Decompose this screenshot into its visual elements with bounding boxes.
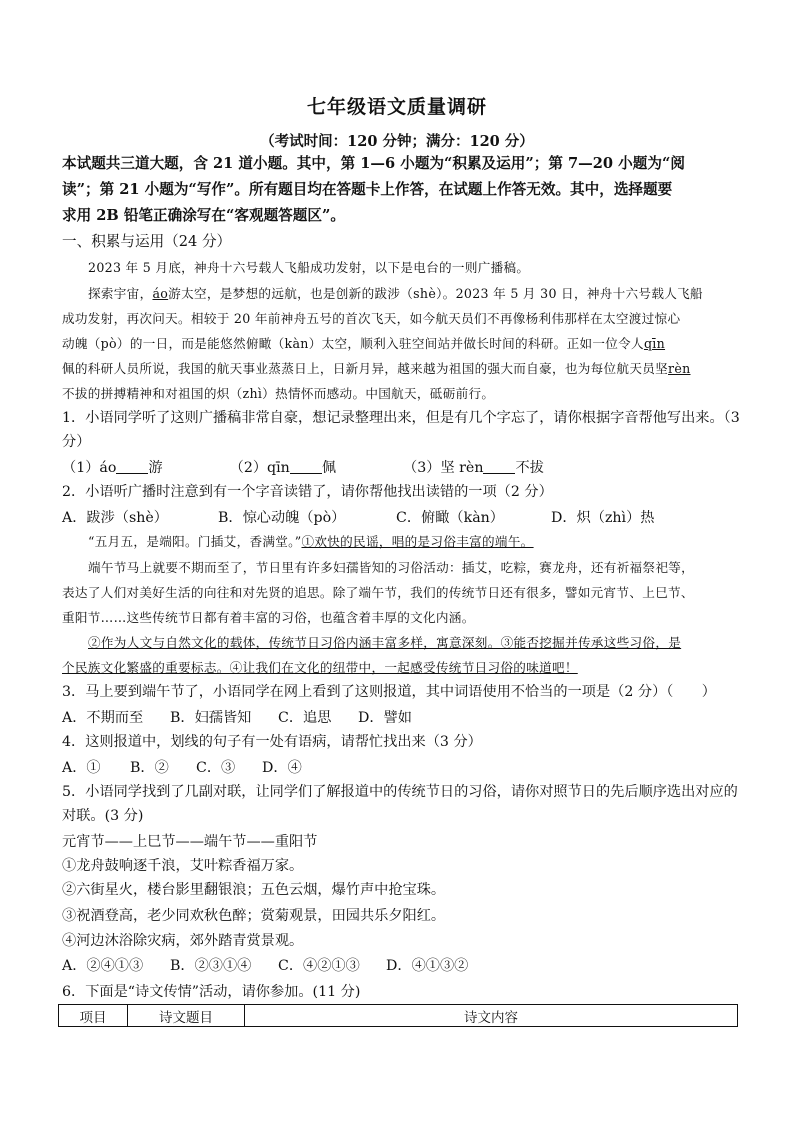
question-5-option-c[interactable]: C．④②①③	[278, 958, 360, 974]
underlined-sentence-4: 个民族文化繁盛的重要标志。④让我们在文化的纽带中，一起感受传统节日习俗的味道吧！	[62, 660, 578, 675]
question-3-option-a[interactable]: A．不期而至	[62, 710, 144, 726]
passage-2-line-3: 表达了人们对美好生活的向往和对先贤的追思。除了端午节，我们的传统节日还有很多，譬如元宵节、上巳节、	[62, 585, 694, 600]
table-header-poem-title: 诗文题目	[128, 1005, 245, 1027]
question-3-option-c[interactable]: C．追思	[278, 710, 332, 726]
question-1-stem: 1．小语同学听了这则广播稿非常自豪，想记录整理出来，但是有几个字忘了，请你根据字音帮他写出来。（3	[62, 410, 740, 426]
underlined-sentences-2-3: ②作为人文与自然文化的载体，传统节日习俗内涵丰富多样，寓意深刻。③能否挖掘并传承这些习俗，是	[88, 635, 682, 650]
passage-1-line-5: 不拔的拼搏精神和对祖国的炽（zhì）热情怀而感动。中国航天，砥砺前行。	[62, 386, 495, 401]
passage-1-line-4	[62, 359, 691, 379]
instructions-line-2: 读”；第 21 小题为“写作”。所有题目均在答题卡上作答，在试题上作答无效。其中，选择题要	[62, 181, 673, 198]
instructions-line-3: 求用 2B 铅笔正确涂写在“客观题答题区”。	[62, 207, 345, 224]
question-4-option-c[interactable]: C．③	[196, 760, 236, 776]
question-5-option-b[interactable]: B．②③①④	[170, 958, 252, 974]
instructions-line-1: 本试题共三道大题，含 21 道小题。其中，第 1—6 小题为“积累及运用”；第 7—20 小题为“阅	[62, 155, 685, 172]
couplet-2: ②六街星火，楼台影里翻银浪；五色云烟，爆竹声中抢宝珠。	[62, 882, 446, 898]
passage-2-line-2: 端午节马上就要不期而至了，节日里有许多妇孺皆知的习俗活动：插艾，吃粽，赛龙舟，还有祈福祭祀等，	[88, 560, 695, 575]
exam-title: 七年级语文质量调研	[306, 96, 487, 118]
couplet-4: ④河边沐浴除灾病，郊外踏青赏景观。	[62, 933, 304, 949]
pinyin-ren: rèn	[668, 361, 691, 376]
passage-2-text: “五月五，是端阳。门插艾，香满堂。”	[88, 534, 302, 549]
question-5-option-a[interactable]: A．②④①③	[62, 958, 144, 974]
exam-subtitle: （考试时间：120 分钟；满分：120 分）	[260, 133, 534, 150]
answer-blank-2[interactable]	[290, 459, 322, 474]
question-5-stem-cont: 对联。(3 分)	[62, 808, 144, 824]
blank-3-suffix: 不拔	[515, 460, 544, 476]
pinyin-ao: áo	[152, 286, 169, 301]
passage-1-text: 游太空，是梦想的远航，也是创新的跋涉（shè）。2023 年 5 月 30 日，神舟十六号载人飞船	[168, 286, 703, 301]
passage-1-line-3	[62, 334, 665, 354]
question-3-option-b[interactable]: B．妇孺皆知	[170, 710, 252, 726]
blank-2-suffix: 佩	[321, 460, 337, 476]
passage-1-text: 动魄（pò）的一日，而是能悠然俯瞰（kàn）太空，顺利入驻空间站并做长时间的科研。正如一位令人	[62, 336, 644, 351]
question-5-option-d[interactable]: D．④①③②	[386, 958, 469, 974]
passage-2-line-4: 重阳节……这些传统节日都有着丰富的习俗，也蕴含着丰厚的文化内涵。	[62, 610, 475, 625]
couplet-1: ①龙舟鼓响逐千浪，艾叶粽香福万家。	[62, 858, 304, 874]
question-2-option-d[interactable]: D．炽（zhì）热	[551, 510, 655, 526]
question-4-option-d[interactable]: D．④	[262, 760, 302, 776]
poetry-table	[58, 1004, 738, 1027]
section-1-heading: 一、积累与运用（24 分）	[62, 233, 232, 250]
question-3-option-d[interactable]: D．譬如	[358, 710, 412, 726]
blank-1-suffix: 游	[148, 460, 163, 476]
question-1-stem-cont: 分）	[62, 434, 91, 450]
question-2-option-c[interactable]: C．俯瞰（kàn）	[396, 510, 504, 526]
question-3-stem: 3．马上要到端午节了，小语同学在网上看到了这则报道，其中词语使用不恰当的一项是（2 分）（ ）	[62, 684, 716, 700]
table-header-row	[59, 1005, 738, 1027]
passage-1-line-1	[88, 284, 703, 304]
passage-1-line-2: 成功发射，再次问天。相较于 20 年前神舟五号的首次飞天，如今航天员们不再像杨利伟那样在太空渡过惊心	[62, 311, 681, 326]
passage-1-text: 佩的科研人员所说，我国的航天事业蒸蒸日上，日新月异，越来越为祖国的强大而自豪，也为每位航天员坚	[62, 361, 669, 376]
question-1-blanks	[62, 458, 544, 478]
couplet-3: ③祝酒登高，老少同欢秋色醉；赏菊观景，田园共乐夕阳红。	[62, 908, 446, 924]
pinyin-qin: qīn	[643, 336, 666, 351]
blank-1-label: （1）áo	[62, 460, 117, 476]
passage-1-text: 探索宇宙，	[88, 286, 153, 301]
question-4-option-a[interactable]: A．①	[62, 760, 101, 776]
question-4-stem: 4．这则报道中，划线的句子有一处有语病，请帮忙找出来（3 分）	[62, 734, 482, 750]
underlined-sentence-1: ①欢快的民谣，唱的是习俗丰富的端午。	[301, 534, 534, 549]
question-5-stem: 5．小语同学找到了几副对联，让同学们了解报道中的传统节日的习俗，请你对照节日的先后顺序选出对应的	[62, 784, 738, 800]
table-header-poem-content: 诗文内容	[245, 1005, 738, 1027]
passage-2-line-1	[88, 532, 534, 552]
question-2-option-b[interactable]: B．惊心动魄（pò）	[218, 510, 346, 526]
question-6-stem: 6．下面是“诗文传情”活动，请你参加。(11 分)	[62, 984, 361, 1000]
question-4-option-b[interactable]: B．②	[130, 760, 169, 776]
question-2-option-a[interactable]: A．跋涉（shè）	[62, 510, 168, 526]
passage-1-intro: 2023 年 5 月底，神舟十六号载人飞船成功发射，以下是电台的一则广播稿。	[88, 260, 530, 275]
question-2-stem: 2．小语听广播时注意到有一个字音读错了，请你帮他找出读错的一项（2 分）	[62, 484, 553, 500]
blank-3-label: （3）坚 rèn	[403, 460, 484, 476]
table-header-item: 项目	[59, 1005, 128, 1027]
blank-2-label: （2）qīn	[229, 460, 290, 476]
answer-blank-1[interactable]	[116, 459, 148, 474]
festival-order: 元宵节——上巳节——端午节——重阳节	[62, 834, 318, 850]
answer-blank-3[interactable]	[483, 459, 515, 474]
